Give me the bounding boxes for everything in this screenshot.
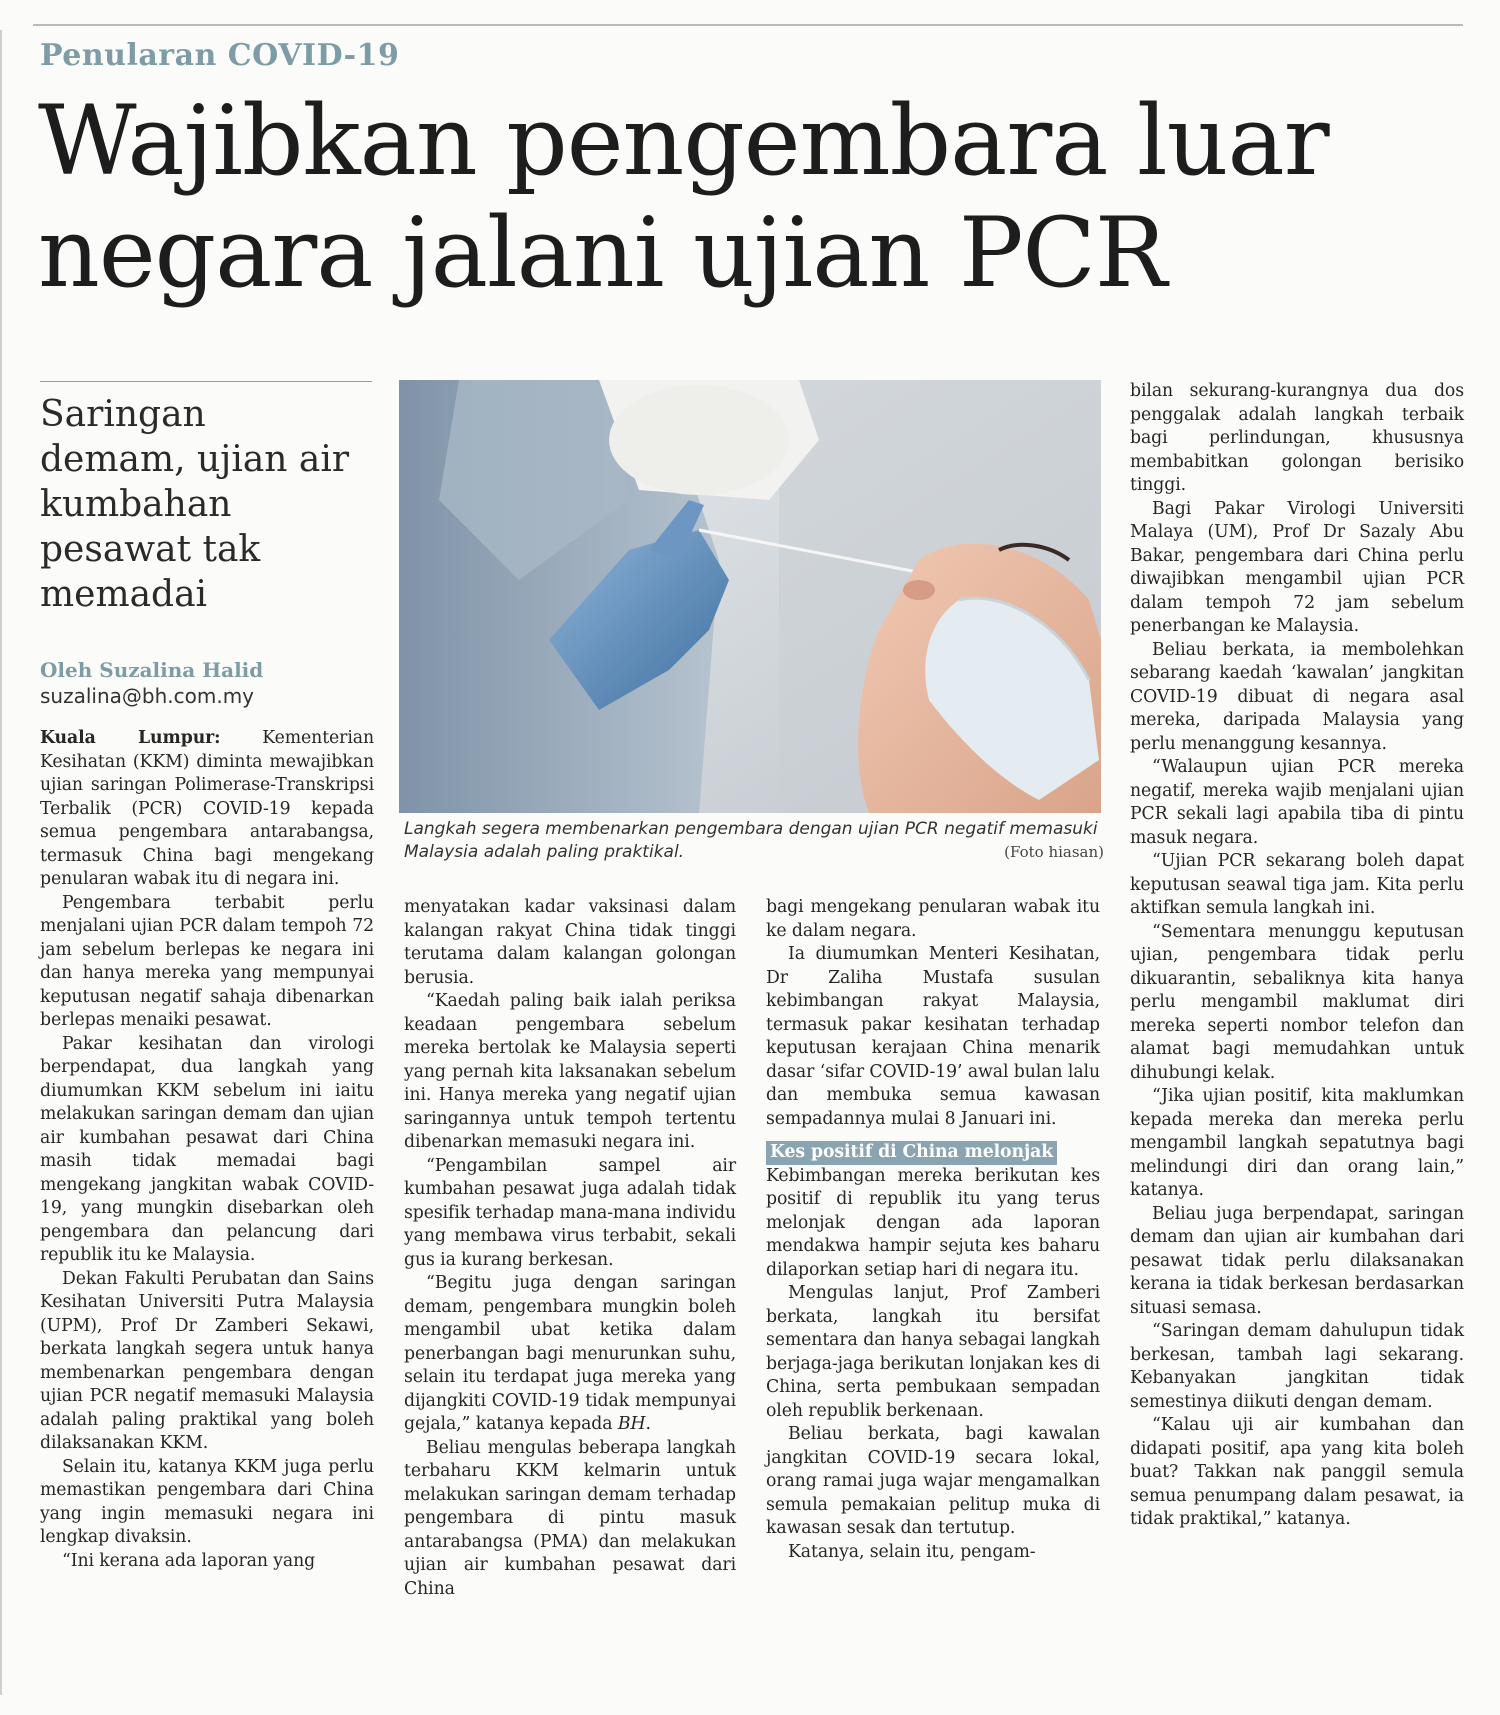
paragraph: “Walaupun ujian PCR mereka negatif, mereka wajib menjalani ujian PCR sekali lagi apabila tiba di pintu masuk negara. — [1130, 757, 1464, 848]
article-column-3 — [766, 896, 1100, 1564]
paragraph: Beliau mengulas beberapa langkah terbaharu KKM kelmarin untuk melakukan saringan demam terhadap pengembara di pintu masuk antarabangsa (PMA) dan melakukan ujian air kumbahan pesawat dari China — [404, 1437, 736, 1599]
left-border — [0, 30, 2, 1695]
author-email: suzalina@bh.com.my — [40, 684, 255, 708]
paragraph-text: “Begitu juga dengan saringan demam, pengembara mungkin boleh mengambil ubat ketika dalam penerbangan bagi menurunkan suhu, selain itu terdapat juga mereka yang dijangkiti COVID-19 tidak mempunyai gejala,” katanya kepada — [404, 1273, 736, 1434]
article-column-4 — [1130, 380, 1464, 1532]
top-rule — [33, 24, 1463, 26]
swab-test-illustration — [399, 380, 1101, 813]
paragraph: “Pengambilan sampel air kumbahan pesawat juga adalah tidak spesifik terhadap mana-mana individu yang membawa virus terbabit, sekali gus ia kurang berkesan. — [404, 1155, 736, 1270]
paragraph — [40, 727, 374, 892]
paragraph: Kebimbangan mereka berikutan kes positif di republik itu yang terus melonjak dengan ada laporan mendakwa hampir sejuta kes baharu dilaporkan setiap hari di negara itu. — [766, 1165, 1100, 1280]
paragraph: Beliau berkata, ia membolehkan sebarang kaedah ‘kawalan’ jangkitan COVID-19 dibuat di negara asal mereka, daripada Malaysia yang perlu menanggung kesannya. — [1130, 639, 1464, 754]
headline: Wajibkan pengembara luar negara jalani ujian PCR — [38, 85, 1329, 309]
paragraph: Ia diumumkan Menteri Kesihatan, Dr Zaliha Mustafa susulan kebimbangan rakyat Malaysia, termasuk pakar kesihatan terhadap keputusan kerajaan China menarik dasar ‘sifar COVID-19’ awal bulan lalu dan membuka semua kawasan sempadannya mulai 8 Januari ini. — [766, 944, 1100, 1129]
paragraph: “Jika ujian positif, kita maklumkan kepada mereka dan mereka perlu mengambil langkah sepatutnya bagi melindungi diri dan orang lain,” katanya. — [1130, 1086, 1464, 1200]
paragraph: bagi mengekang penularan wabak itu ke dalam negara. — [766, 897, 1100, 941]
paragraph: “Kaedah paling baik ialah periksa keadaan pengembara sebelum mereka bertolak ke Malaysia seperti yang pernah kita laksanakan sebelum ini. Hanya mereka yang negatif ujian saringannya untuk tempoh tertentu dibenarkan memasuki negara ini. — [404, 991, 736, 1152]
dateline: Kuala Lumpur: — [40, 728, 221, 748]
byline: Oleh Suzalina Halid — [40, 658, 264, 682]
photo-caption — [404, 818, 1104, 864]
paragraph: “Ini kerana ada laporan yang — [62, 1550, 316, 1571]
article-column-1 — [40, 727, 374, 1573]
subhead-row — [766, 1131, 1100, 1165]
paragraph: Selain itu, katanya KKM juga perlu memastikan pengembara dari China yang ingin memasuki negara ini lengkap divaksin. — [40, 1456, 374, 1547]
article-column-2 — [404, 896, 736, 1601]
paragraph: Pengembara terbabit perlu menjalani ujian PCR dalam tempoh 72 jam sebelum berlepas ke negara ini dan hanya mereka yang mempunyai keputusan negatif sahaja dibenarkan berlepas menaiki pesawat. — [40, 892, 374, 1030]
paragraph: “Saringan demam dahulupun tidak berkesan, tambah lagi sekarang. Kebanyakan jangkitan tidak semestinya diikuti dengan demam. — [1130, 1321, 1464, 1412]
paragraph: Bagi Pakar Virologi Universiti Malaya (UM), Prof Dr Sazaly Abu Bakar, pengembara dari China perlu diwajibkan mengambil ujian PCR dalam tempoh 72 jam sebelum penerbangan ke Malaysia. — [1130, 498, 1464, 636]
deck: Saringan demam, ujian air kumbahan pesawat tak memadai — [40, 394, 350, 615]
paragraph-text: Kementerian Kesihatan (KKM) diminta mewajibkan ujian saringan Polimerase-Transkripsi Terbalik (PCR) COVID-19 kepada semua pengembara antarabangsa, termasuk China bagi mengekang penularan wabak itu di negara ini. — [40, 728, 374, 889]
paragraph: “Ujian PCR sekarang boleh dapat keputusan seawal tiga jam. Kita perlu aktifkan semula langkah ini. — [1130, 851, 1464, 918]
subhead: Kes positif di China melonjak — [766, 1141, 1057, 1165]
paragraph: Beliau juga berpendapat, saringan demam dan ujian air kumbahan dari pesawat tidak perlu dilaksanakan kerana ia tidak berkesan berdasarkan situasi semasa. — [1130, 1203, 1464, 1318]
publication-name: BH — [617, 1414, 646, 1434]
paragraph: “Kalau uji air kumbahan dan didapati positif, apa yang kita boleh buat? Takkan nak panggil semula semua penumpang dalam pesawat, ia tidak praktikal,” katanya. — [1130, 1415, 1464, 1529]
paragraph: bilan sekurang-kurangnya dua dos penggalak adalah langkah terbaik bagi perlindungan, khususnya membabitkan golongan berisiko tinggi. — [1130, 381, 1464, 495]
paragraph: “Sementara menunggu keputusan ujian, pengembara tidak perlu dikuarantin, sebaliknya kita hanya perlu mengambil maklumat diri mereka seperti nombor telefon dan alamat bagi memudahkan untuk dihubungi kelak. — [1130, 921, 1464, 1083]
paragraph: Beliau berkata, bagi kawalan jangkitan COVID-19 secara lokal, orang ramai juga wajar mengamalkan semula pemakaian pelitup muka di kawasan sesak dan tertutup. — [766, 1424, 1100, 1538]
caption-text: Langkah segera membenarkan pengembara dengan ujian PCR negatif memasuki Malaysia adalah paling praktikal. — [404, 819, 1098, 862]
photo-credit: (Foto hiasan) — [1004, 843, 1104, 861]
paragraph — [404, 1272, 736, 1437]
paragraph: menyatakan kadar vaksinasi dalam kalangan rakyat China tidak tinggi terutama dalam kalangan golongan berusia. — [404, 897, 736, 988]
paragraph: Pakar kesihatan dan virologi berpendapat, dua langkah yang diumumkan KKM sebelum ini iaitu melakukan saringan demam dan ujian air kumbahan pesawat dari China masih tidak memadai bagi mengekang jangkitan wabak COVID-19, yang mungkin disebarkan oleh pengembara dan pelancung dari republik itu ke Malaysia. — [40, 1033, 374, 1265]
punctuation: . — [645, 1414, 651, 1434]
paragraph: Dekan Fakulti Perubatan dan Sains Kesihatan Universiti Putra Malaysia (UPM), Prof Dr Zamberi Sekawi, berkata langkah segera untuk hanya membenarkan pengembara dengan ujian PCR negatif memasuki Malaysia adalah paling praktikal yang boleh dilaksanakan KKM. — [40, 1268, 374, 1453]
article-photo — [399, 380, 1101, 813]
paragraph: Katanya, selain itu, pengam- — [788, 1541, 1036, 1562]
deck-rule — [40, 381, 372, 382]
section-kicker: Penularan COVID-19 — [40, 38, 400, 73]
paragraph: Mengulas lanjut, Prof Zamberi berkata, langkah itu bersifat sementara dan hanya sebagai langkah berjaga-jaga berikutan lonjakan kes di China, serta pembukaan sempadan oleh republik berkenaan. — [766, 1283, 1100, 1421]
